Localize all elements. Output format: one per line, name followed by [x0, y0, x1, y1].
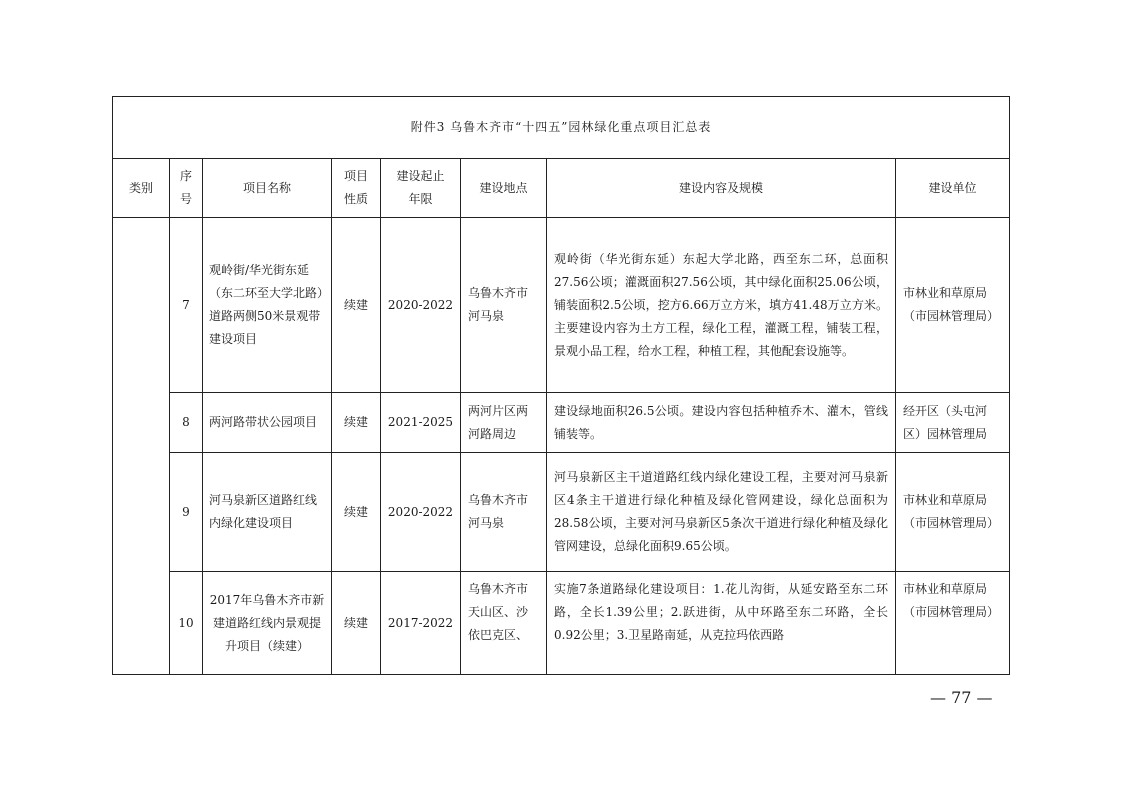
- category-cell: [113, 218, 170, 675]
- row-name: 两河路带状公园项目: [203, 393, 332, 453]
- row-location: 乌鲁木齐市河马泉: [461, 218, 547, 393]
- page-number: — 77 —: [930, 688, 993, 707]
- row-content: 建设绿地面积26.5公顷。建设内容包括种植乔木、灌木，管线铺装等。: [547, 393, 896, 453]
- row-seq: 7: [170, 218, 203, 393]
- table-title: 附件3 乌鲁木齐市“十四五”园林绿化重点项目汇总表: [113, 97, 1010, 159]
- header-period: 建设起止 年限: [381, 159, 461, 218]
- row-nature: 续建: [332, 453, 381, 572]
- row-unit: 市林业和草原局（市园林管理局）: [896, 218, 1010, 393]
- row-unit: 市林业和草原局（市园林管理局）: [896, 572, 1010, 675]
- header-name: 项目名称: [203, 159, 332, 218]
- row-seq: 9: [170, 453, 203, 572]
- header-content: 建设内容及规模: [547, 159, 896, 218]
- row-location: 乌鲁木齐市河马泉: [461, 453, 547, 572]
- table-row: [113, 218, 1010, 393]
- row-name: 河马泉新区道路红线内绿化建设项目: [203, 453, 332, 572]
- header-location: 建设地点: [461, 159, 547, 218]
- row-unit: 经开区（头屯河区）园林管理局: [896, 393, 1010, 453]
- row-unit: 市林业和草原局（市园林管理局）: [896, 453, 1010, 572]
- row-period: 2017-2022: [381, 572, 461, 675]
- row-content: 观岭街（华光街东延）东起大学北路，西至东二环，总面积27.56公顷；灌溉面积27.56公顷，其中绿化面积25.06公顷，铺装面积2.5公顷，挖方6.66万立方米，填方41.48万立方米。主要建设内容为土方工程，绿化工程，灌溉工程，铺装工程，景观小品工程，给水工程，种植工程，其他配套设施等。: [547, 218, 896, 393]
- row-nature: 续建: [332, 572, 381, 675]
- row-name: 观岭街/华光街东延（东二环至大学北路）道路两侧50米景观带建设项目: [203, 218, 332, 393]
- row-content: 河马泉新区主干道道路红线内绿化建设工程，主要对河马泉新区4条主干道进行绿化种植及绿化管网建设，绿化总面积为28.58公顷，主要对河马泉新区5条次干道进行绿化种植及绿化管网建设，总绿化面积9.65公顷。: [547, 453, 896, 572]
- row-name: 2017年乌鲁木齐市新建道路红线内景观提升项目（续建）: [203, 572, 332, 675]
- header-category: 类别: [113, 159, 170, 218]
- row-period: 2021-2025: [381, 393, 461, 453]
- table-row: [113, 572, 1010, 675]
- row-location: 两河片区两河路周边: [461, 393, 547, 453]
- table-row: [113, 453, 1010, 572]
- row-period: 2020-2022: [381, 453, 461, 572]
- row-nature: 续建: [332, 393, 381, 453]
- header-row: [113, 159, 1010, 218]
- header-unit: 建设单位: [896, 159, 1010, 218]
- row-seq: 8: [170, 393, 203, 453]
- row-period: 2020-2022: [381, 218, 461, 393]
- table-row: [113, 393, 1010, 453]
- row-nature: 续建: [332, 218, 381, 393]
- row-seq: 10: [170, 572, 203, 675]
- row-location: 乌鲁木齐市天山区、沙依巴克区、: [461, 572, 547, 675]
- header-seq: 序 号: [170, 159, 203, 218]
- header-nature: 项目 性质: [332, 159, 381, 218]
- summary-table: [112, 96, 1010, 675]
- row-content: 实施7条道路绿化建设项目：1.花儿沟街，从延安路至东二环路，全长1.39公里；2.跃进街，从中环路至东二环路，全长0.92公里；3.卫星路南延，从克拉玛依西路: [547, 572, 896, 675]
